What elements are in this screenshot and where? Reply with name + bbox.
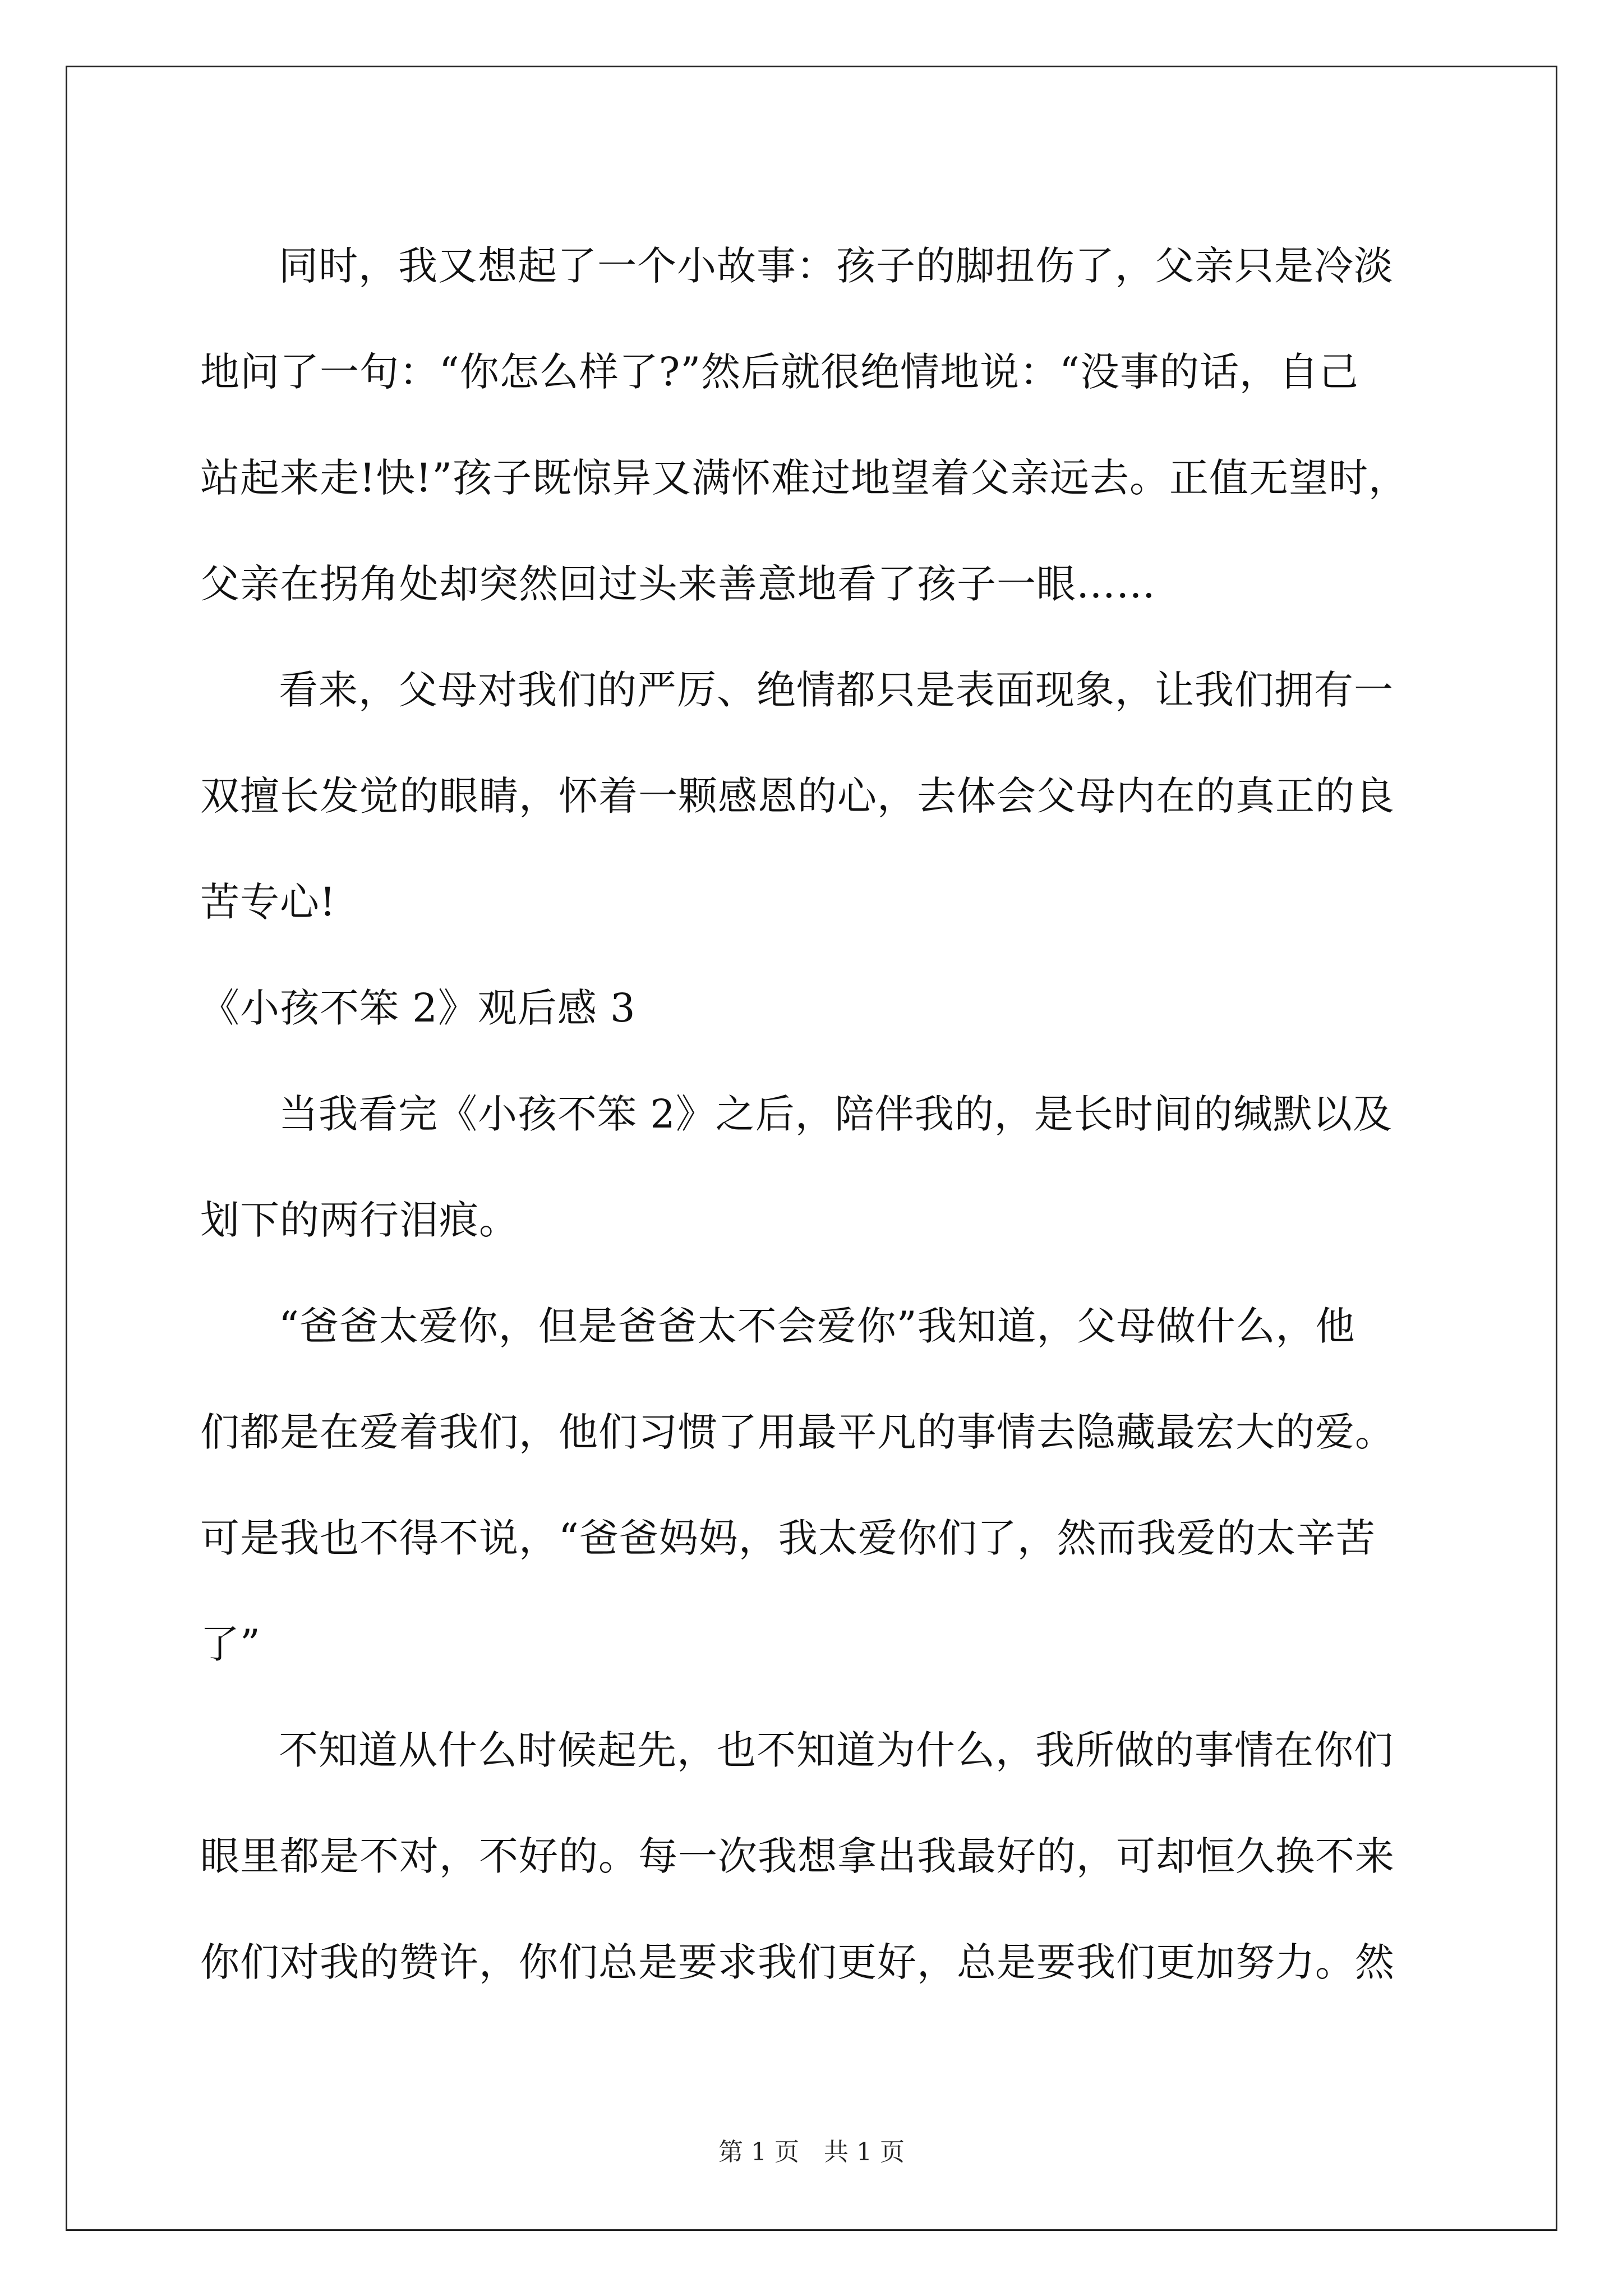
paragraph-line: 们都是在爱着我们，他们习惯了用最平凡的事情去隐藏最宏大的爱。 [200,1409,1395,1455]
paragraph-line: 不知道从什么时候起先，也不知道为什么，我所做的事情在你们 [279,1727,1394,1773]
paragraph-line: 可是我也不得不说，“爸爸妈妈，我太爱你们了，然而我爱的太辛苦 [200,1515,1376,1561]
paragraph-line: 看来，父母对我们的严厉、绝情都只是表面现象，让我们拥有一 [279,667,1394,713]
paragraph-line: 了” [200,1621,261,1667]
paragraph-line: 当我看完《小孩不笨 2》之后，陪伴我的，是长时间的缄默以及 [279,1091,1393,1137]
page-footer [0,2132,1623,2168]
document-body [200,213,1434,2016]
paragraph-line: “爸爸太爱你，但是爸爸太不会爱你”我知道，父母做什么，他 [279,1303,1355,1349]
paragraph-line: 划下的两行泪痕。 [200,1197,519,1243]
paragraph-line: 父亲在拐角处却突然回过头来善意地看了孩子一眼…… [200,561,1156,607]
paragraph-line: 眼里都是不对，不好的。每一次我想拿出我最好的，可却恒久换不来 [200,1833,1395,1879]
page-number: 第 1 页 [718,2138,799,2166]
page-total: 共 1 页 [824,2138,905,2166]
paragraph-line: 同时，我又想起了一个小故事：孩子的脚扭伤了，父亲只是冷淡 [279,243,1394,289]
paragraph-line: 站起来走!快!”孩子既惊异又满怀难过地望着父亲远去。正值无望时， [200,455,1409,501]
paragraph-line: 地问了一句：“你怎么样了?”然后就很绝情地说：“没事的话，自己 [200,349,1359,395]
paragraph-line: 苦专心! [200,879,336,925]
paragraph-line: 双擅长发觉的眼睛，怀着一颗感恩的心，去体会父母内在的真正的良 [200,773,1395,819]
section-heading: 《小孩不笨 2》观后感 3 [200,985,636,1031]
paragraph-line: 你们对我的赞许，你们总是要求我们更好，总是要我们更加努力。然 [200,1939,1395,1985]
